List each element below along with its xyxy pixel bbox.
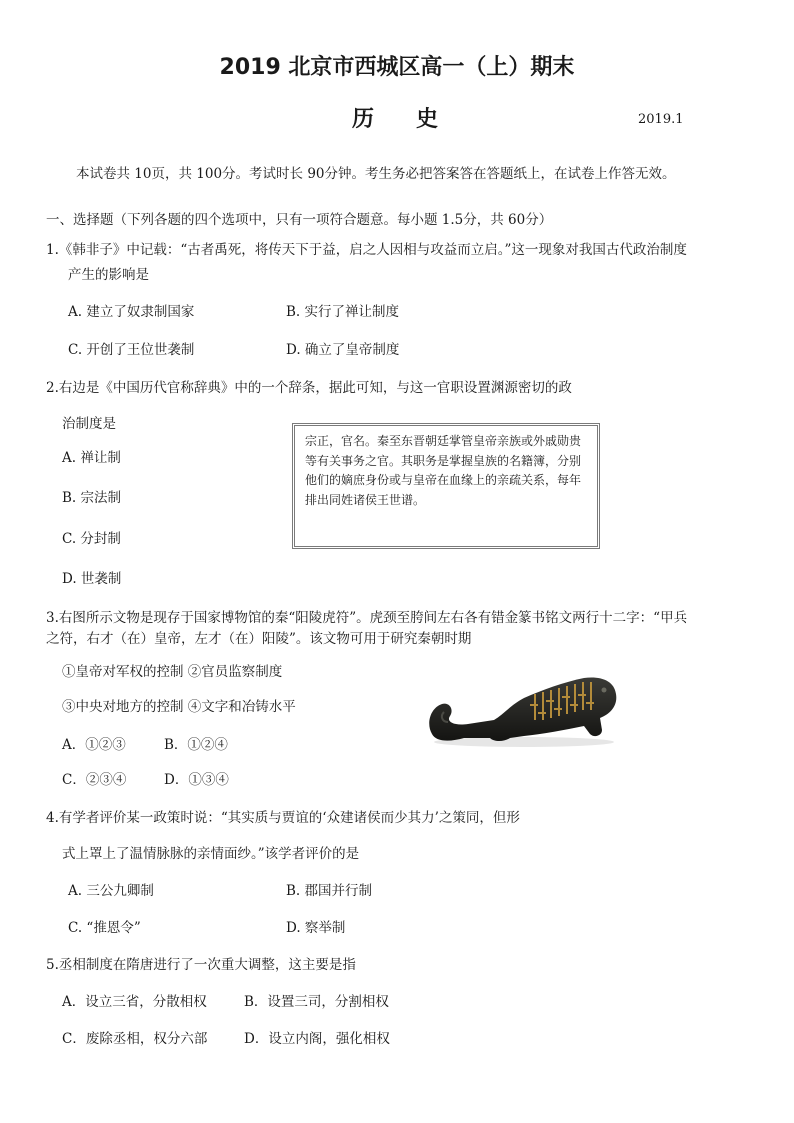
q1-option-b: B. 实行了禅让制度: [286, 304, 400, 320]
q4-stem-line1: 4.有学者评价某一政策时说：“其实质与贾谊的‘众建诸侯而少其力’之策同，但形: [46, 810, 520, 826]
q3-statement-3-4: ③中央对地方的控制 ④文字和冶铸水平: [62, 699, 296, 715]
q5-stem: 5.丞相制度在隋唐进行了一次重大调整，这主要是指: [46, 957, 356, 973]
q2-option-a: A. 禅让制: [62, 450, 121, 466]
q1-option-d: D. 确立了皇帝制度: [286, 342, 400, 358]
q3-option-a: A．①②③: [62, 737, 126, 753]
dictionary-entry-box: [292, 423, 600, 549]
dictionary-entry-text: 宗正，官名。秦至东晋朝廷掌管皇帝亲族或外戚勋贵等有关事务之官。其职务是掌握皇族的名籍簿，分别他们的嫡庶身份或与皇帝在血缘上的亲疏关系，每年排出同姓诸侯王世谱。: [305, 434, 582, 507]
section-heading: 一、选择题（下列各题的四个选项中，只有一项符合题意。每小题 1.5分，共 60分）: [46, 212, 553, 228]
subject-title: 历史: [352, 107, 481, 132]
q3-option-d: D．①③④: [164, 772, 229, 788]
q4-option-b: B. 郡国并行制: [286, 883, 373, 899]
q2-option-c: C. 分封制: [62, 531, 121, 547]
q4-option-a: A. 三公九卿制: [68, 883, 154, 899]
tiger-tally-image: [424, 664, 620, 748]
q5-option-a: A．设立三省，分散相权: [62, 994, 207, 1010]
exam-date: 2019.1: [638, 112, 684, 127]
exam-instructions: 本试卷共 10页，共 100分。考试时长 90分钟。考生务必把答案答在答题纸上，在试卷上作答无效。: [76, 166, 676, 182]
q3-statement-1-2: ①皇帝对军权的控制 ②官员监察制度: [62, 664, 283, 680]
q1-option-c: C. 开创了王位世袭制: [68, 342, 195, 358]
q4-option-d: D. 察举制: [286, 920, 346, 936]
q1-stem-line2: 产生的影响是: [68, 267, 149, 283]
q4-option-c: C. “推恩令”: [68, 920, 141, 936]
q5-option-d: D．设立内阁，强化相权: [244, 1031, 390, 1047]
q3-option-b: B．①②④: [164, 737, 228, 753]
q3-stem-line1: 3.右图所示文物是现存于国家博物馆的秦“阳陵虎符”。虎颈至胯间左右各有错金篆书铭文两行十二字：“甲兵: [46, 610, 688, 626]
q3-option-c: C．②③④: [62, 772, 127, 788]
q5-option-b: B．设置三司，分割相权: [244, 994, 389, 1010]
q2-stem-line1: 2.右边是《中国历代官称辞典》中的一个辞条，据此可知，与这一官职设置渊源密切的政: [46, 380, 572, 396]
q2-option-d: D. 世袭制: [62, 571, 122, 587]
q3-stem-line2: 之符，右才（在）皇帝，左才（在）阳陵”。该文物可用于研究秦朝时期: [46, 631, 472, 647]
q2-option-b: B. 宗法制: [62, 490, 122, 506]
q4-stem-line2: 式上罩上了温情脉脉的亲情面纱。”该学者评价的是: [62, 846, 360, 862]
q1-stem-line1: 1.《韩非子》中记载：“古者禹死，将传天下于益，启之人因相与攻益而立启。”这一现象对我国古代政治制度: [46, 242, 687, 258]
q5-option-c: C．废除丞相，权分六部: [62, 1031, 208, 1047]
exam-title: 2019 北京市西城区高一（上）期末: [219, 55, 575, 80]
q2-stem-line2: 治制度是: [62, 416, 116, 432]
q1-option-a: A. 建立了奴隶制国家: [68, 304, 195, 320]
